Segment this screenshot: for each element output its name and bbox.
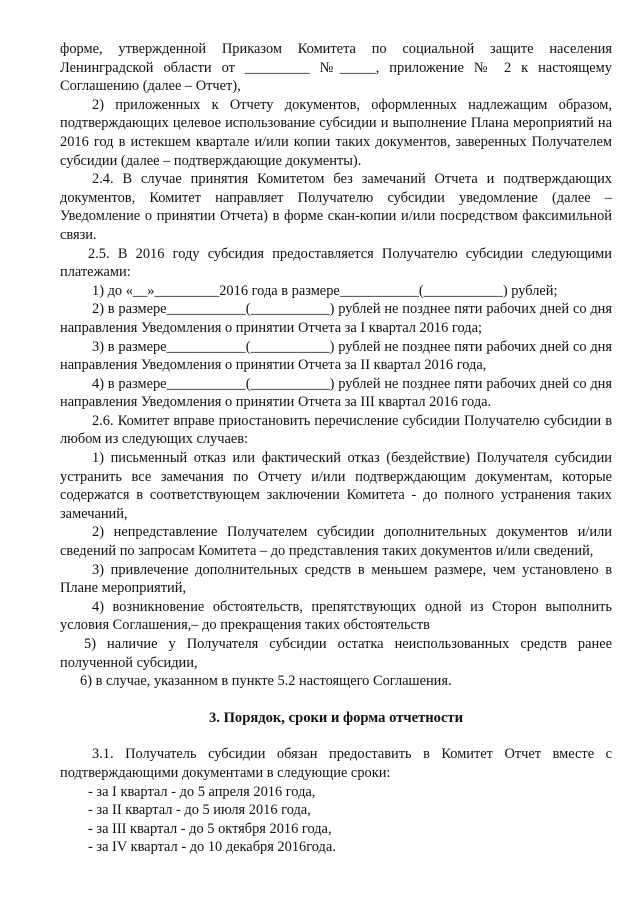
suspension-case-5: 5) наличие у Получателя субсидии остатка неиспользованных средств ранее полученной субсидии, [60,636,612,671]
payment-item-1: 1) до «__»_________2016 года в размере___________(___________) рублей; [92,282,558,299]
spacer [60,727,612,745]
paragraph-2-4: 2.4. В случае принятия Комитетом без замечаний Отчета и подтверждающих документов, Комитет направляет Получателю субсидии уведомление (далее – Уведомление о принятии Отчета) в форме скан-копии и/или посредством факсимильной связи. [60,171,612,243]
suspension-case-1: 1) письменный отказ или фактический отказ (бездействие) Получателя субсидии устранить все замечания по Отчету и/или подтверждающим документам, которые содержатся в соответствующем заключении Комитета - до полного устранения таких замечаний, [60,450,612,522]
suspension-case-2: 2) непредставление Получателем субсидии дополнительных документов и/или сведений по запросам Комитета – до представления таких документов и/или сведений, [60,524,612,560]
section-heading: 3. Порядок, сроки и форма отчетности [208,709,464,726]
paragraph-report-form: форме, утвержденной Приказом Комитета по социальной защите населения Ленинградской области от _________ №_____, приложение № 2 к настоящему Соглашению (далее – Отчет), [60,41,612,95]
payment-item-4: 4) в размере___________(___________) рублей не позднее пяти рабочих дней со дня направления Уведомления о принятии Отчета за III квартал 2016 года. [60,375,612,411]
suspension-case-3: 3) привлечение дополнительных средств в меньшем размере, чем установлено в Плане мероприятий, [60,561,612,597]
payment-item-2: 2) в размере___________(___________) рублей не позднее пяти рабочих дней со дня направления Уведомления о принятии Отчета за I квартал 2016 года; [60,301,612,336]
spacer [60,691,612,709]
paragraph-2-6: 2.6. Комитет вправе приостановить перечисление субсидии Получателю субсидии в любом из следующих случаев: [60,412,612,448]
document-page [60,40,612,857]
deadline-q3: - за III квартал - до 5 октября 2016 года, [88,820,332,837]
suspension-case-4: 4) возникновение обстоятельств, препятствующих одной из Сторон выполнить условия Соглашения,– до прекращения таких обстоятельств [60,598,612,634]
deadline-q4: - за IV квартал - до 10 декабря 2016года. [88,839,336,856]
deadline-q2: - за II квартал - до 5 июля 2016 года, [88,802,311,819]
suspension-case-6: 6) в случае, указанном в пункте 5.2 настоящего Соглашения. [80,673,452,690]
deadline-q1: - за I квартал - до 5 апреля 2016 года, [88,783,316,800]
paragraph-2-5: 2.5. В 2016 году субсидия предоставляется Получателю субсидии следующими платежами: [60,245,612,281]
paragraph-3-1: 3.1. Получатель субсидии обязан предоставить в Комитет Отчет вместе с подтверждающими документами в следующие сроки: [60,746,612,781]
paragraph-supporting-documents: 2) приложенных к Отчету документов, оформленных надлежащим образом, подтверждающих целевое использование субсидии и выполнение Плана мероприятий на 2016 год в истекшем квартале и/или копии таких документов, заверенных Получателем субсидии (далее – подтверждающие документы). [60,96,612,169]
payment-item-3: 3) в размере___________(___________) рублей не позднее пяти рабочих дней со дня направления Уведомления о принятии Отчета за II квартал 2016 года, [60,338,612,374]
